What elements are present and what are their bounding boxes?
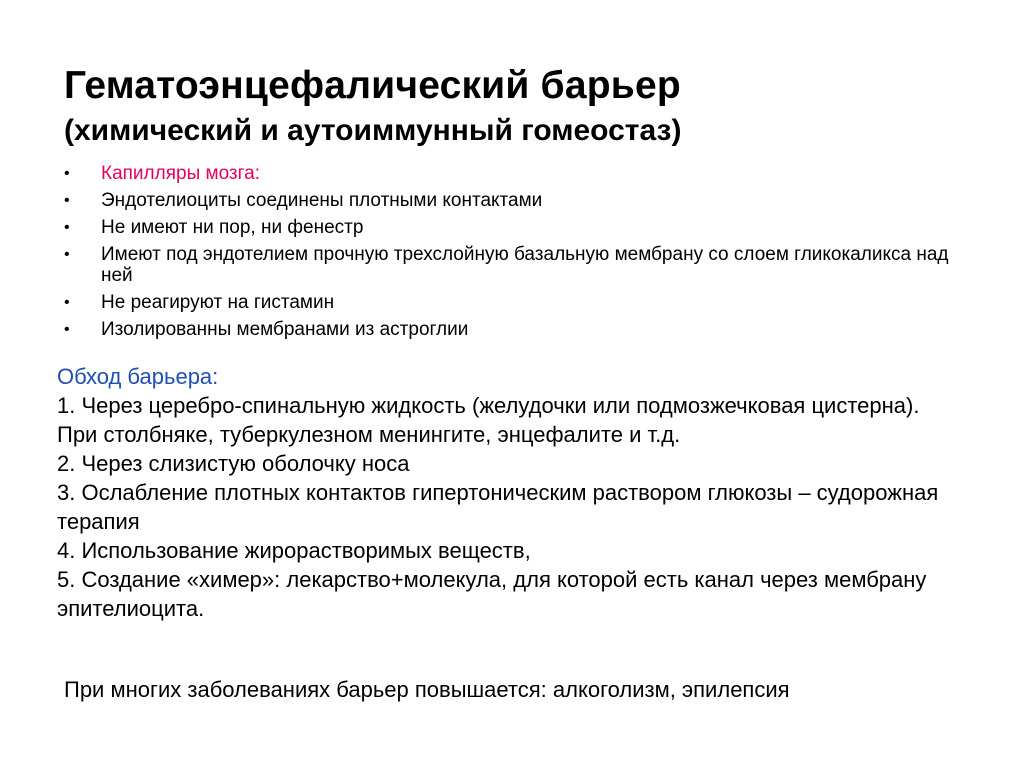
bullet-item [64,217,964,238]
bypass-item: 3. Ослабление плотных контактов гипертоническим раствором глюкозы – судорожная терапия [57,480,939,534]
bypass-heading: Обход барьера: [57,364,219,389]
bullet-item [64,292,964,313]
bullet-dot-icon: • [64,294,70,311]
title-subtitle: (химический и аутоиммунный гомеостаз) [64,114,682,147]
bullet-item [64,319,964,340]
footnote: При многих заболеваниях барьер повышается: алкоголизм, эпилепсия [64,677,790,702]
bypass-item: 2. Через слизистую оболочку носа [57,451,410,476]
bypass-item: 1. Через церебро-спинальную жидкость (желудочки или подмозжечковая цистерна). При столбняке, туберкулезном менингите, энцефалите и т.д. [57,393,920,447]
bypass-item: 4. Использование жирорастворимых веществ, [57,538,531,563]
bullet-dot-icon: • [64,321,70,338]
bullet-dot-icon: • [64,192,70,209]
title-main: Гематоэнцефалический барьер [64,64,681,107]
bullet-text: Имеют под эндотелием прочную трехслойную базальную мембрану со слоем гликокаликса над ней [101,244,949,286]
bullet-item [64,163,964,184]
bullet-text: Не имеют ни пор, ни фенестр [101,217,364,238]
slide-title [64,66,964,146]
bullet-dot-icon: • [64,219,70,236]
bullet-item [64,190,964,211]
bullet-text: Не реагируют на гистамин [101,292,335,313]
bullet-text: Эндотелиоциты соединены плотными контактами [101,190,543,211]
bullet-item [64,244,964,286]
capillary-bullet-list [64,163,964,346]
bullet-text: Капилляры мозга: [101,163,260,184]
bullet-text: Изолированны мембранами из астроглии [101,319,469,340]
barrier-bypass-section [57,362,957,623]
bullet-dot-icon: • [64,165,70,182]
bullet-dot-icon: • [64,246,70,263]
bypass-item: 5. Создание «химер»: лекарство+молекула, для которой есть канал через мембрану эпителиоцита. [57,567,927,621]
